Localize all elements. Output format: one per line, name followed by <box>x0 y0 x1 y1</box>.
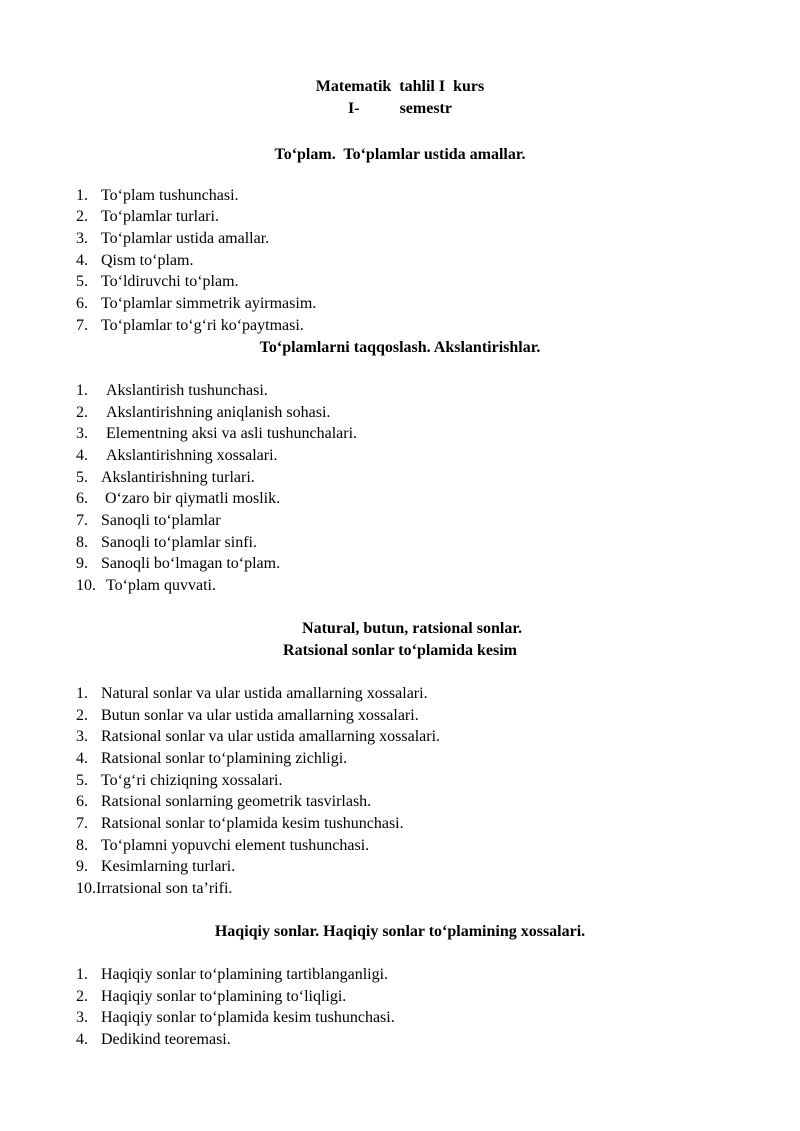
list-item-number: 6. <box>76 295 88 312</box>
section-heading-mappings: To‘plamlarni taqqoslash. Akslantirishlar. <box>259 339 541 356</box>
list-item <box>76 533 257 553</box>
list-item-number: 9. <box>76 555 88 572</box>
semester-number: I- <box>348 100 360 117</box>
list-item-number: 1. <box>76 966 88 983</box>
list-item-number: 10. <box>76 880 96 897</box>
list-item-number: 7. <box>76 512 88 529</box>
section-heading-sets: To‘plam. To‘plamlar ustida amallar. <box>274 146 526 163</box>
list-item-number: 4. <box>76 252 88 269</box>
list-item <box>76 987 346 1007</box>
list-item-text: Akslantirishning xossalari. <box>106 447 278 464</box>
list-item-text: Elementning aksi va asli tushunchalari. <box>106 425 358 442</box>
list-item-number: 1. <box>76 187 88 204</box>
list-item <box>76 424 357 444</box>
document-title: Matematik tahlil I kurs <box>315 78 485 95</box>
semester-line <box>0 99 800 119</box>
list-item-number: 3. <box>76 1009 88 1026</box>
list-item <box>76 1008 395 1028</box>
list-item-text: Akslantirish tushunchasi. <box>106 382 268 399</box>
list-item <box>76 554 280 574</box>
list-item-text: To‘plamlar simmetrik ayirmasim. <box>101 295 317 312</box>
list-item-text: To‘plamlar ustida amallar. <box>101 230 270 247</box>
list-item-number: 10. <box>76 577 96 594</box>
list-item <box>76 294 316 314</box>
list-item-number: 2. <box>76 404 88 421</box>
list-item-text: Akslantirishning turlari. <box>101 469 255 486</box>
list-item-text: Sanoqli to‘plamlar <box>101 512 221 529</box>
list-item <box>76 857 235 877</box>
section-subheading-cut: Ratsional sonlar to‘plamida kesim <box>283 642 517 659</box>
list-item <box>76 576 216 596</box>
list-item-number: 3. <box>76 425 88 442</box>
list-item-text: Dedikind teoremasi. <box>101 1031 231 1048</box>
list-item <box>76 771 283 791</box>
semester-word: semestr <box>399 100 452 117</box>
list-item <box>76 879 232 899</box>
list-item <box>76 814 404 834</box>
list-item-text: Sanoqli bo‘lmagan to‘plam. <box>101 555 281 572</box>
list-item <box>76 381 268 401</box>
list-item <box>76 727 440 747</box>
list-item-number: 8. <box>76 534 88 551</box>
list-item <box>76 186 239 206</box>
list-item <box>76 403 330 423</box>
list-item-number: 9. <box>76 858 88 875</box>
list-item-text: Ratsional sonlarning geometrik tasvirlash. <box>101 793 372 810</box>
list-item-text: Ratsional sonlar to‘plamining zichligi. <box>101 750 348 767</box>
list-item <box>76 446 278 466</box>
list-item-number: 6. <box>76 490 88 507</box>
list-item-number: 3. <box>76 230 88 247</box>
list-item <box>76 251 193 271</box>
list-item-number: 2. <box>76 208 88 225</box>
list-item <box>76 489 280 509</box>
list-item-number: 5. <box>76 772 88 789</box>
list-item-text: Ratsional sonlar to‘plamida kesim tushunchasi. <box>101 815 404 832</box>
list-item-number: 5. <box>76 273 88 290</box>
list-item-text: To‘plam quvvati. <box>106 577 216 594</box>
list-item-number: 6. <box>76 793 88 810</box>
list-item-text: To‘ldiruvchi to‘plam. <box>101 273 239 290</box>
list-item-number: 4. <box>76 750 88 767</box>
list-item <box>76 965 388 985</box>
list-item-text: Kesimlarning turlari. <box>101 858 236 875</box>
list-item <box>76 1030 231 1050</box>
list-item <box>76 792 371 812</box>
list-item-text: Sanoqli to‘plamlar sinfi. <box>101 534 257 551</box>
list-item <box>76 272 239 292</box>
section-heading-numbers: Natural, butun, ratsional sonlar. <box>302 620 522 637</box>
list-item-number: 5. <box>76 469 88 486</box>
list-item-number: 2. <box>76 707 88 724</box>
list-item-number: 1. <box>76 382 88 399</box>
list-item-number: 4. <box>76 447 88 464</box>
list-item-text: Haqiqiy sonlar to‘plamining to‘liqligi. <box>101 988 347 1005</box>
list-item-number: 7. <box>76 815 88 832</box>
list-item <box>76 468 255 488</box>
list-item <box>76 316 304 336</box>
list-item <box>76 749 347 769</box>
list-item-number: 3. <box>76 728 88 745</box>
list-item-text: To‘plamni yopuvchi element tushunchasi. <box>101 837 370 854</box>
list-item-text: To‘plam tushunchasi. <box>101 187 239 204</box>
list-item-text: Irratsional son ta’rifi. <box>96 880 233 897</box>
list-item-number: 8. <box>76 837 88 854</box>
list-item-text: O‘zaro bir qiymatli moslik. <box>105 490 281 507</box>
list-item <box>76 207 219 227</box>
section-heading-real-numbers: Haqiqiy sonlar. Haqiqiy sonlar to‘plamining xossalari. <box>214 923 586 940</box>
list-item-text: Haqiqiy sonlar to‘plamining tartiblanganligi. <box>101 966 389 983</box>
list-item-number: 4. <box>76 1031 88 1048</box>
list-item <box>76 229 269 249</box>
list-item <box>76 511 221 531</box>
list-item-number: 1. <box>76 685 88 702</box>
list-item-text: Akslantirishning aniqlanish sohasi. <box>106 404 331 421</box>
list-item <box>76 836 369 856</box>
list-item <box>76 684 428 704</box>
list-item-text: To‘plamlar turlari. <box>101 208 219 225</box>
list-item-text: To‘g‘ri chiziqning xossalari. <box>101 772 283 789</box>
list-item-number: 7. <box>76 317 88 334</box>
list-item-text: Haqiqiy sonlar to‘plamida kesim tushunchasi. <box>101 1009 395 1026</box>
list-item-text: Ratsional sonlar va ular ustida amallarning xossalari. <box>101 728 441 745</box>
list-item-text: Butun sonlar va ular ustida amallarning xossalari. <box>101 707 419 724</box>
list-item <box>76 706 419 726</box>
list-item-text: Natural sonlar va ular ustida amallarning xossalari. <box>101 685 428 702</box>
list-item-text: Qism to‘plam. <box>101 252 194 269</box>
list-item-text: To‘plamlar to‘g‘ri ko‘paytmasi. <box>101 317 304 334</box>
list-item-number: 2. <box>76 988 88 1005</box>
